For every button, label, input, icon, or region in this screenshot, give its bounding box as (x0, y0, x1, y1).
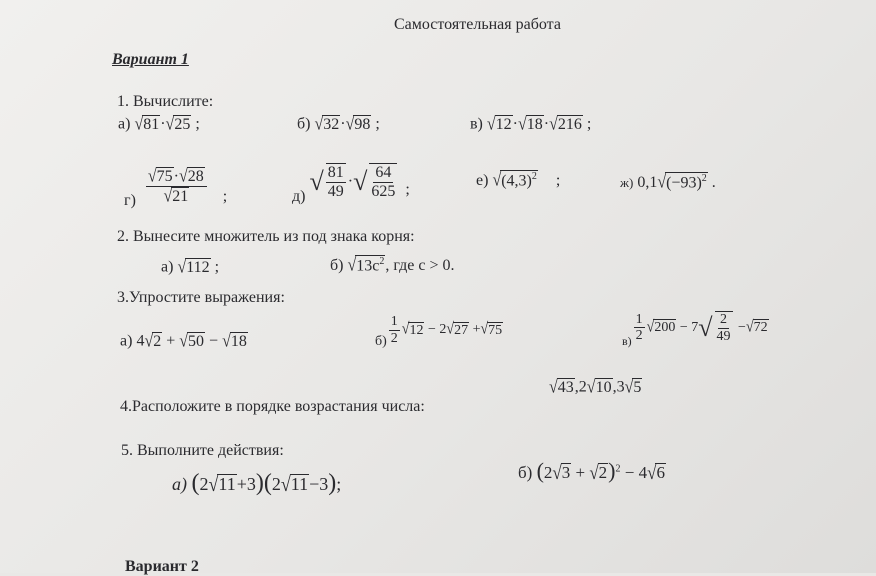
label: в) (622, 334, 632, 348)
separator: ; (214, 258, 220, 276)
separator: ; (195, 115, 200, 133)
label: а) (120, 332, 133, 350)
radicand: 216 (557, 116, 582, 133)
task-1e: е) √ $(4,3)^2$ ; (476, 170, 561, 191)
coefficient: 0,1 (637, 173, 658, 191)
radicand: 28 (187, 167, 204, 185)
radicand: 112 (186, 259, 210, 276)
radicand: 13c (356, 257, 380, 275)
denominator: 49 (327, 183, 344, 200)
task-2a: а) √ 112 ; (161, 257, 220, 277)
page-title: Самостоятельная работа (394, 16, 561, 33)
task-2b: б) √ $13c^2$ , где c > 0. (330, 255, 455, 276)
task-5b: б) (2 √ 3 + √ 2 )$^2$ − 4 √ 6 (518, 458, 665, 484)
numerator: 81 (327, 164, 344, 182)
label: б) (330, 256, 344, 274)
label: в) (470, 115, 483, 133)
task-1zh: ж) 0,1 √ $(-93)^2$ . (620, 172, 716, 193)
separator: ; (405, 181, 410, 198)
task-1a: а) √ 81 · √ 25 ; (118, 114, 200, 134)
radicand: 32 (323, 116, 340, 133)
numerator: 64 (375, 164, 392, 182)
variant-heading: Вариант 1 (112, 51, 189, 68)
condition: , где c > 0. (385, 256, 455, 274)
label: д) (292, 188, 306, 205)
task-1v: в) √ 12 · √ 18 · √ 216 ; (470, 114, 592, 134)
task-3v: в) $\frac{1}{2}$ √ 200 − 7 √ $\frac{2}{49}$ − √ 72 (622, 311, 768, 348)
label: б) (375, 334, 387, 349)
radicand: 21 (172, 187, 189, 205)
label: ж) (620, 174, 634, 190)
separator: ; (375, 115, 380, 133)
label: е) (476, 171, 489, 189)
label: а) (118, 115, 131, 133)
task-5a: а) (2 √ 11 +3)(2 √ 11 −3); (172, 470, 342, 496)
radicand: 81 (143, 116, 160, 133)
radicand: 75 (156, 167, 173, 185)
radicand: 18 (526, 116, 543, 133)
task-2-heading: 2. Вынесите множитель из под знака корня: (117, 228, 415, 245)
task-1b: б) √ 32 · √ 98 ; (297, 114, 380, 134)
task-3-heading: 3.Упростите выражения: (117, 289, 285, 306)
radicand: 98 (354, 116, 371, 133)
separator: . (711, 173, 716, 191)
task-3b: б) $\frac{1}{2}$ √ 12 − 2 √ 27 + √ 75 (375, 314, 503, 349)
radicand: 12 (495, 116, 512, 133)
radicand: (−93) (666, 174, 702, 192)
task-1-heading: 1. Вычислите: (117, 93, 214, 110)
separator: ; (555, 171, 561, 189)
task-3a: а) 4 √ 2 + √ 50 − √ 18 (120, 331, 247, 351)
task-4-numbers: √ 43 ,2 √ 10 ,3 √ 5 (549, 377, 642, 397)
label: а) (172, 474, 187, 494)
separator: ; (586, 115, 592, 133)
label: б) (297, 115, 311, 133)
task-5-heading: 5. Выполните действия: (121, 442, 284, 459)
denominator: 625 (371, 183, 396, 200)
label: б) (518, 463, 533, 482)
label: г) (124, 192, 136, 209)
next-variant-heading: Вариант 2 (125, 558, 199, 575)
task-1g: г) √ 75 · √ 28 √ 21 ; (124, 166, 228, 209)
task-1d: д) √ $\frac{81}{49}$ · √ $\frac{64}{625}$ ; (292, 164, 410, 205)
radicand: 25 (174, 116, 191, 133)
radicand: (4,3) (501, 172, 532, 190)
separator: ; (222, 188, 228, 205)
task-4-heading: 4.Расположите в порядке возрастания числа: (120, 398, 425, 415)
label: а) (161, 258, 174, 276)
separator: ; (336, 474, 342, 494)
